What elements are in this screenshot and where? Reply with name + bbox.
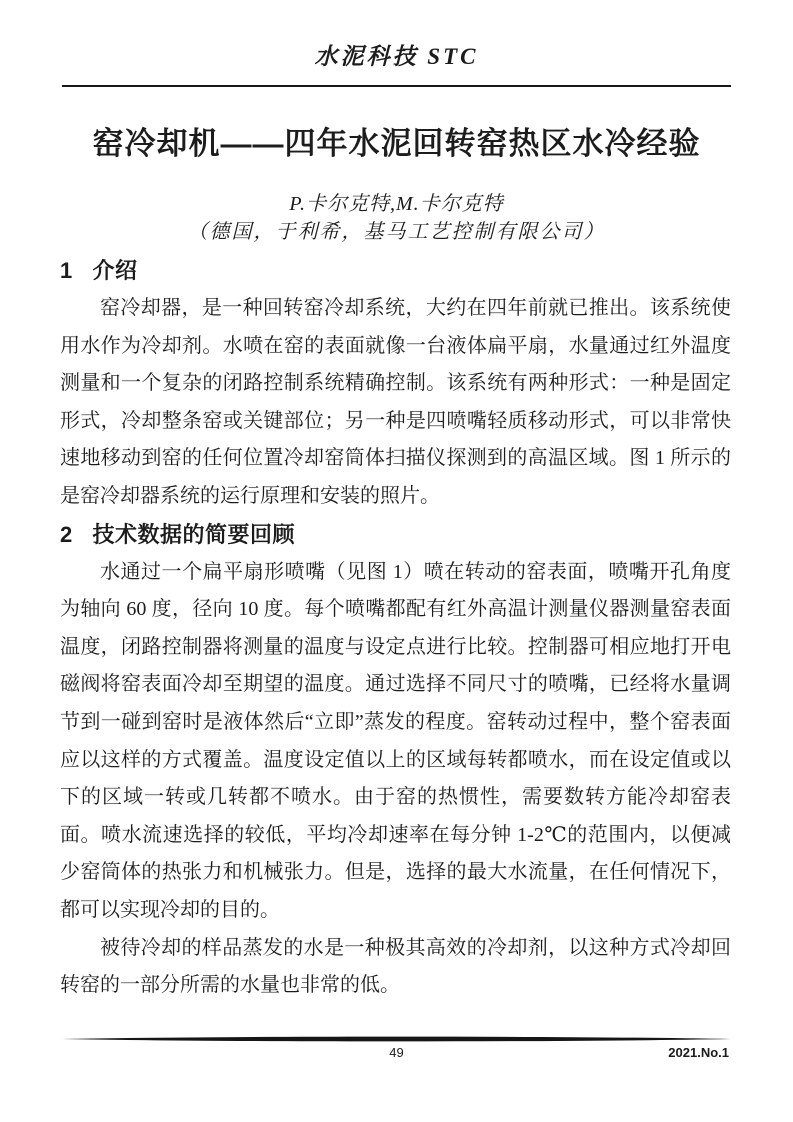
- section-2-paragraph-2: 被待冷却的样品蒸发的水是一种极其高效的冷却剂，以这种方式冷却回转窑的一部分所需的水量也非常的低。: [60, 936, 731, 997]
- page-number: 49: [389, 1045, 404, 1060]
- section-1-title: 介绍: [92, 258, 138, 283]
- section-2-number: 2: [60, 521, 73, 547]
- article-title: 窑冷却机——四年水泥回转窑热区水冷经验: [92, 126, 701, 161]
- footer-tapered-rule: [62, 1035, 731, 1043]
- section-1-paragraph-1: 窑冷却器，是一种回转窑冷却系统，大约在四年前就已推出。该系统使用水作为冷却剂。水喷在窑的表面就像一台液体扁平扇，水量通过红外温度测量和一个复杂的闭路控制系统精确控制。该系统有两种形式：一种是固定形式，冷却整条窑或关键部位；另一种是四喷嘴轻质移动形式，可以非常快速地移动到窑的任何位置冷却窑筒体扫描仪探测到的高温区域。图 1 所示的是窑冷却器系统的运行原理和安装的照片。: [60, 297, 731, 507]
- article-authors: P.卡尔克特,M.卡尔克特: [289, 193, 504, 215]
- journal-header-title: 水泥科技 STC: [314, 44, 479, 69]
- section-1-heading: [60, 252, 731, 290]
- footer-row: [62, 1044, 731, 1062]
- section-2-heading: [60, 516, 731, 554]
- page-footer: [62, 1035, 731, 1062]
- section-2-paragraph-1: 水通过一个扁平扇形喷嘴（见图 1）喷在转动的窑表面，喷嘴开孔角度为轴向 60 度，径向 10 度。每个喷嘴都配有红外高温计测量仪器测量窑表面温度，闭路控制器将测量的温度与设定点进行比较。控制器可相应地打开电磁阀将窑表面冷却至期望的温度。通过选择不同尺寸的喷嘴，已经将水量调节到一碰到窑时是液体然后“立即”蒸发的程度。窑转动过程中，整个窑表面应以这样的方式覆盖。温度设定值以上的区域每转都喷水，而在设定值或以下的区域一转或几转都不喷水。由于窑的热惯性，需要数转方能冷却窑表面。喷水流速选择的较低，平均冷却速率在每分钟 1-2℃的范围内，以便减少窑筒体的热张力和机械张力。但是，选择的最大水流量，在任何情况下，都可以实现冷却的目的。: [60, 560, 731, 921]
- article-body: [60, 252, 731, 1005]
- header-rule: [62, 85, 731, 87]
- issue-label: 2021.No.1: [668, 1045, 729, 1060]
- section-1-number: 1: [60, 258, 73, 283]
- article-affiliation: （德国，于利希，基马工艺控制有限公司）: [187, 221, 606, 243]
- section-2-title: 技术数据的简要回顾: [92, 521, 296, 547]
